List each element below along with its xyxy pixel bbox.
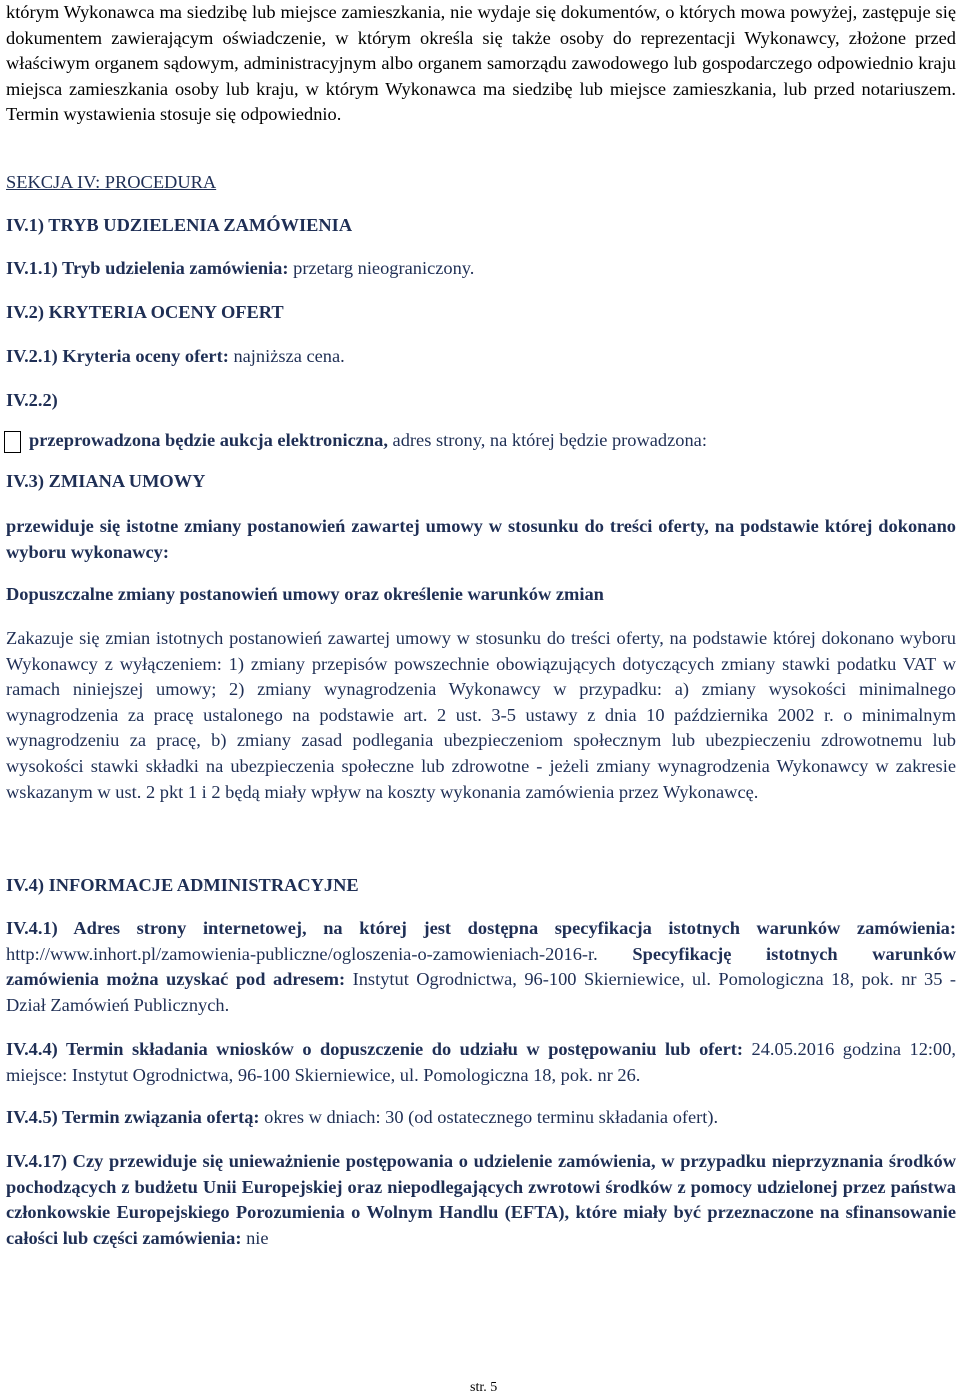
intro-text: którym Wykonawca ma siedzibę lub miejsce zamieszkania, nie wydaje się dokumentów, o których mowa powyżej, zastępuje się dokumentem zawierającym oświadczenie, w którym określa się także osoby do reprezentacji Wykonawcy, złożone przed właściwym organem sądowym, administracyjnym albo organem samorządu zawodowego lub gospodarczego odpowiednio kraju miejsca zamieszkania osoby lub kraju, w którym Wykonawca ma siedzibę lub miejsce zamieszkania, lub przed notariuszem. Termin wystawienia stosuje się odpowiednio. bbox=[6, 2, 956, 125]
iv44-label: IV.4.4) Termin składania wniosków o dopuszczenie do udziału w postępowaniu lub ofert: bbox=[6, 1039, 743, 1059]
iv11-label: IV.1.1) Tryb udzielenia zamówienia: bbox=[6, 258, 289, 278]
iv417-label: IV.4.17) Czy przewiduje się unieważnienie postępowania o udzielenie zamówienia, w przypadku nieprzyznania środków pochodzących z budżetu Unii Europejskiej oraz niepodlegających zwrotowi środków z pomocy udzielonej przez państwa członkowskie Europejskiego Porozumienia o Wolnym Handlu (EFTA), które miały być przeznaczone na sfinansowanie całości lub części zamówienia: bbox=[6, 1151, 956, 1248]
iv22-line bbox=[6, 388, 58, 414]
auction-row bbox=[4, 428, 707, 454]
iv45-line bbox=[6, 1105, 956, 1131]
iv2-heading-text: IV.2) KRYTERIA OCENY OFERT bbox=[6, 302, 284, 322]
iv3-body bbox=[6, 626, 956, 805]
iv3-heading-text: IV.3) ZMIANA UMOWY bbox=[6, 471, 206, 491]
iv21-label: IV.2.1) Kryteria oceny ofert: bbox=[6, 346, 229, 366]
iv41-paragraph bbox=[6, 916, 956, 1018]
siwz-label: Specyfikację istotnych warunków zamówienia można uzyskać pod adresem: bbox=[6, 943, 956, 990]
iv44-value: 24.05.2016 godzina 12:00, miejsce: Instytut Ogrodnictwa, 96-100 Skierniewice, ul. Pomologiczna 18, pok. nr 26. bbox=[6, 1039, 956, 1085]
iv3-heading bbox=[6, 469, 205, 495]
auction-checkbox[interactable] bbox=[4, 431, 21, 453]
iv41-url[interactable]: http://www.inhort.pl/zamowienia-publiczne/ogloszenia-o-zamowieniach-2016-r. bbox=[6, 943, 598, 964]
iv3-lead bbox=[6, 514, 956, 565]
iv3-sub-heading bbox=[6, 582, 604, 608]
section-heading bbox=[6, 170, 216, 196]
iv4-heading-text: IV.4) INFORMACJE ADMINISTRACYJNE bbox=[6, 875, 359, 895]
iv2-heading bbox=[6, 300, 284, 326]
iv3-body-text: Zakazuje się zmian istotnych postanowień zawartej umowy w stosunku do treści oferty, na podstawie której dokonano wyboru Wykonawcy z wyłączeniem: 1) zmiany przepisów powszechnie obowiązujących dotyczących zmiany stawki podatku VAT w ramach niniejszej umowy; 2) zmiany wynagrodzenia Wykonawcy w przypadku: a) zmiany wysokości minimalnego wynagrodzenia za pracę ustalonego na podstawie art. 2 ust. 3-5 ustawy z dnia 10 października 2002 r. o minimalnym wynagrodzeniu za pracę, b) zmiany zasad podlegania ubezpieczeniom społecznym lub ubezpieczeniu zdrowotnemu lub wysokości stawki składki na ubezpieczenia społeczne lub zdrowotne - jeżeli zmiany wynagrodzenia Wykonawcy w zakresie wskazanym w ust. 2 pkt 1 i 2 będą miały wpływ na koszty wykonania zamówienia przez Wykonawcę. bbox=[6, 628, 956, 802]
page-number bbox=[470, 1380, 497, 1396]
iv21-value: najniższa cena. bbox=[233, 346, 345, 366]
section-heading-text: SEKCJA IV: PROCEDURA bbox=[6, 172, 217, 192]
iv3-sub-heading-text: Dopuszczalne zmiany postanowień umowy oraz określenie warunków zmian bbox=[6, 584, 604, 604]
iv21-line bbox=[6, 344, 345, 370]
auction-value: adres strony, na której będzie prowadzona: bbox=[392, 430, 707, 450]
iv417-value: nie bbox=[246, 1227, 269, 1248]
iv11-line bbox=[6, 256, 474, 282]
iv4-heading bbox=[6, 873, 359, 899]
iv3-lead-text: przewiduje się istotne zmiany postanowień zawartej umowy w stosunku do treści oferty, na podstawie której dokonano wyboru wykonawcy: bbox=[6, 516, 956, 562]
siwz-value: Instytut Ogrodnictwa, 96-100 Skierniewice, ul. Pomologiczna 18, pok. nr 35 - Dział Zamówień Publicznych. bbox=[6, 969, 956, 1015]
intro-paragraph bbox=[6, 0, 956, 128]
auction-label: przeprowadzona będzie aukcja elektroniczna, bbox=[29, 430, 388, 450]
iv44-paragraph bbox=[6, 1037, 956, 1088]
page-number-text: str. 5 bbox=[470, 1380, 498, 1395]
iv22-label: IV.2.2) bbox=[6, 390, 58, 410]
auction-text bbox=[29, 428, 707, 454]
iv11-value: przetarg nieograniczony. bbox=[293, 258, 475, 278]
iv1-heading bbox=[6, 213, 352, 239]
iv417-paragraph bbox=[6, 1149, 956, 1251]
iv41-label: IV.4.1) Adres strony internetowej, na której jest dostępna specyfikacja istotnych warunków zamówienia: bbox=[6, 918, 956, 938]
iv45-value: okres w dniach: 30 (od ostatecznego terminu składania ofert). bbox=[264, 1107, 719, 1127]
iv1-heading-text: IV.1) TRYB UDZIELENIA ZAMÓWIENIA bbox=[6, 215, 353, 235]
iv45-label: IV.4.5) Termin związania ofertą: bbox=[6, 1107, 260, 1127]
